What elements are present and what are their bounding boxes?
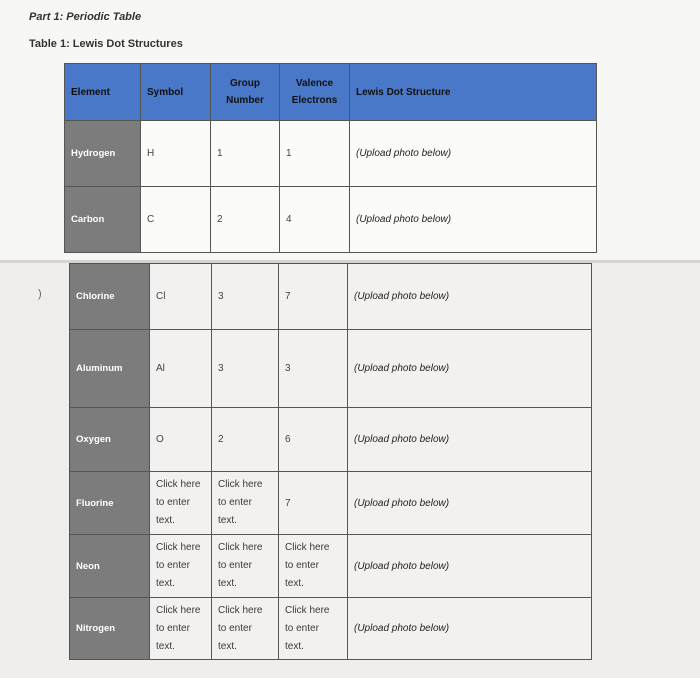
placeholder-line: text.	[156, 578, 175, 589]
header-valence	[280, 64, 350, 121]
group-placeholder-field[interactable]	[212, 472, 279, 535]
valence-field[interactable]: 7	[279, 264, 348, 330]
lewis-upload-field[interactable]: (Upload photo below)	[350, 187, 597, 253]
table-row	[70, 598, 592, 660]
symbol-field[interactable]: H	[141, 121, 211, 187]
header-valence-line1: Valence	[295, 78, 334, 89]
element-name: Carbon	[65, 187, 141, 253]
valence-field[interactable]: 1	[280, 121, 350, 187]
header-symbol: Symbol	[141, 64, 211, 121]
lewis-upload-field[interactable]: (Upload photo below)	[348, 535, 592, 598]
placeholder-line: to enter	[218, 622, 252, 634]
element-name: Fluorine	[70, 472, 150, 535]
valence-placeholder-field[interactable]	[279, 535, 348, 598]
placeholder-line: text.	[156, 515, 175, 526]
valence-field[interactable]: 6	[279, 408, 348, 472]
placeholder-line: Click here	[218, 542, 263, 553]
element-name: Nitrogen	[70, 598, 150, 660]
table-row	[65, 187, 597, 253]
placeholder-line: Click here	[156, 604, 201, 616]
placeholder-line: Click here	[285, 604, 330, 616]
placeholder-line: text.	[285, 640, 304, 652]
table-row	[70, 330, 592, 408]
placeholder-line: Click here	[218, 604, 263, 616]
element-name: Chlorine	[70, 264, 150, 330]
symbol-field[interactable]: Cl	[150, 264, 212, 330]
valence-field[interactable]: 3	[279, 330, 348, 408]
table-title: Table 1: Lewis Dot Structures	[29, 38, 183, 50]
table-row	[65, 121, 597, 187]
placeholder-line: text.	[218, 578, 237, 589]
symbol-placeholder-field[interactable]	[150, 535, 212, 598]
symbol-placeholder-field[interactable]	[150, 472, 212, 535]
placeholder-line: to enter	[156, 497, 190, 508]
placeholder-line: to enter	[285, 560, 319, 571]
edge-mark: )	[38, 288, 42, 300]
placeholder-line: to enter	[218, 560, 252, 571]
header-group-line2: Number	[226, 95, 264, 106]
group-field[interactable]: 2	[212, 408, 279, 472]
lewis-upload-field[interactable]: (Upload photo below)	[348, 330, 592, 408]
symbol-field[interactable]: Al	[150, 330, 212, 408]
table-row	[70, 264, 592, 330]
valence-field[interactable]: 4	[280, 187, 350, 253]
lewis-upload-field[interactable]: (Upload photo below)	[348, 598, 592, 660]
placeholder-line: Click here	[218, 479, 263, 490]
group-placeholder-field[interactable]	[212, 598, 279, 660]
group-field[interactable]: 2	[211, 187, 280, 253]
symbol-field[interactable]: C	[141, 187, 211, 253]
group-field[interactable]: 3	[212, 264, 279, 330]
lewis-upload-field[interactable]: (Upload photo below)	[348, 264, 592, 330]
placeholder-line: Click here	[156, 479, 201, 490]
placeholder-line: to enter	[218, 497, 252, 508]
header-valence-line2: Electrons	[291, 95, 338, 106]
group-field[interactable]: 1	[211, 121, 280, 187]
header-element: Element	[65, 64, 141, 121]
placeholder-line: Click here	[156, 542, 201, 553]
group-field[interactable]: 3	[212, 330, 279, 408]
header-group-line1: Group	[230, 78, 260, 89]
element-name: Hydrogen	[65, 121, 141, 187]
element-name: Aluminum	[70, 330, 150, 408]
header-group	[211, 64, 280, 121]
placeholder-line: to enter	[285, 622, 319, 634]
table-row	[70, 408, 592, 472]
placeholder-line: text.	[218, 640, 237, 652]
table-row	[70, 472, 592, 535]
lewis-table-top	[64, 63, 597, 253]
symbol-field[interactable]: O	[150, 408, 212, 472]
header-lewis: Lewis Dot Structure	[350, 64, 597, 121]
lewis-upload-field[interactable]: (Upload photo below)	[350, 121, 597, 187]
header-row	[65, 64, 597, 121]
placeholder-line: to enter	[156, 560, 190, 571]
lewis-upload-field[interactable]: (Upload photo below)	[348, 408, 592, 472]
valence-placeholder-field[interactable]	[279, 598, 348, 660]
placeholder-line: text.	[285, 578, 304, 589]
valence-field[interactable]: 7	[279, 472, 348, 535]
lewis-table-bottom	[69, 263, 592, 660]
placeholder-line: to enter	[156, 622, 190, 634]
part-title: Part 1: Periodic Table	[29, 11, 142, 23]
placeholder-line: text.	[218, 515, 237, 526]
placeholder-line: Click here	[285, 542, 330, 553]
symbol-placeholder-field[interactable]	[150, 598, 212, 660]
placeholder-line: text.	[156, 640, 175, 652]
lewis-upload-field[interactable]: (Upload photo below)	[348, 472, 592, 535]
group-placeholder-field[interactable]	[212, 535, 279, 598]
element-name: Oxygen	[70, 408, 150, 472]
element-name: Neon	[70, 535, 150, 598]
table-row	[70, 535, 592, 598]
